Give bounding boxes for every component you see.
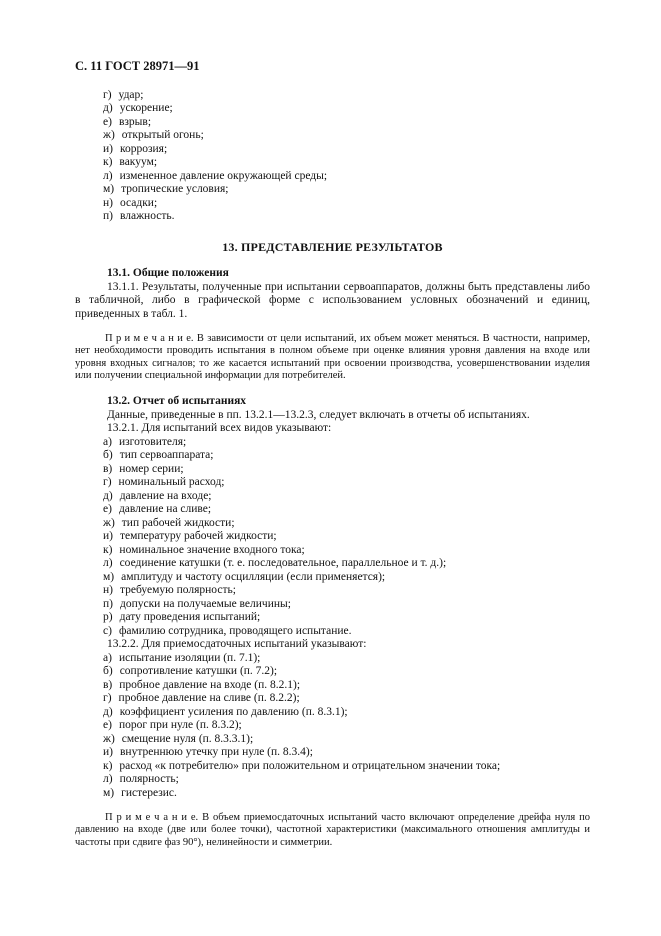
list-item-marker: в)	[103, 678, 113, 691]
list-item	[103, 116, 590, 130]
list-item-text: полярность;	[119, 773, 179, 786]
list-item-text: фамилию сотрудника, проводящего испытание.	[118, 624, 352, 637]
list-item-marker: б)	[103, 665, 113, 678]
list-item-text: допуски на получаемые величины;	[119, 597, 291, 610]
list-item	[103, 625, 590, 639]
list-item-marker: б)	[103, 449, 113, 462]
list-item-text: номер серии;	[119, 462, 184, 475]
list-item	[103, 746, 590, 760]
list-item-text: вакуум;	[119, 156, 158, 168]
list-item	[103, 692, 590, 706]
note-text: В зависимости от цели испытаний, их объем может меняться. В частности, например, нет необходимости проводить испытания в полном объеме при оценке влияния уровня давления на входе или уровня входных сигналов; то же касается испытаний при освоении производства, усовершенствовании изделия или получении специальной информации для потребителей.	[75, 333, 590, 381]
note-13-1	[75, 333, 590, 382]
list-item-marker: к)	[103, 543, 113, 556]
list-item	[103, 760, 590, 774]
list-item-text: соединение катушки (т. е. последовательное, параллельное и т. д.);	[119, 557, 447, 570]
list-item-text: внутреннюю утечку при нуле (п. 8.3.4);	[119, 746, 313, 759]
list-item-text: температуру рабочей жидкости;	[119, 530, 277, 543]
list-item-marker: н)	[103, 584, 113, 597]
list-item-text: испытание изоляции (п. 7.1);	[118, 651, 261, 664]
list-item-text: влажность.	[119, 210, 175, 222]
list-item-text: гистерезис.	[121, 786, 177, 799]
section-13-2-heading: 13.2. Отчет об испытаниях	[107, 395, 247, 408]
list-item-marker: г)	[103, 692, 112, 705]
list-item	[103, 652, 590, 666]
list-item-marker: ж)	[103, 516, 115, 529]
list-item	[103, 544, 590, 558]
list-item	[103, 611, 590, 625]
list-item	[103, 773, 590, 787]
section-13-title: 13. ПРЕДСТАВЛЕНИЕ РЕЗУЛЬТАТОВ	[222, 239, 443, 254]
list-item-marker: к)	[103, 156, 113, 168]
note-text: В объем приемосдаточных испытаний часто включают определение дрейфа нуля по давлению на входе (две или более точки), частотной характеристики (максимального отношения амплитуды и частоты при сдвиге фаз 90°), нелинейности и симметрии.	[75, 812, 590, 848]
list-item-marker: д)	[103, 102, 113, 114]
list-item-text: изготовителя;	[118, 435, 187, 448]
list-item-text: коэффициент усиления по давлению (п. 8.3.1);	[119, 705, 348, 718]
list-item-marker: ж)	[103, 732, 115, 745]
list-item	[103, 183, 590, 197]
list-item	[103, 129, 590, 143]
list-item	[103, 503, 590, 517]
list-item	[103, 490, 590, 504]
list-item-text: расход «к потребителю» при положительном и отрицательном значении тока;	[119, 759, 501, 772]
list-item-marker: к)	[103, 759, 113, 772]
list-item-marker: е)	[103, 503, 112, 516]
list-item-text: сопротивление катушки (п. 7.2);	[119, 665, 278, 678]
note-13-2	[75, 812, 590, 849]
list-item-marker: г)	[103, 88, 112, 101]
list-item-text: порог при нуле (п. 8.3.2);	[118, 719, 242, 732]
list-item-marker: г)	[103, 476, 112, 489]
para-13-1-1: 13.1.1. Результаты, полученные при испытании сервоаппаратов, должны быть представлены либо в табличной, либо в графической форме с использованием условных обозначений и единиц, приведенных в табл. 1.	[75, 280, 590, 320]
list-item	[103, 517, 590, 531]
note-label: П р и м е ч а н и е.	[105, 333, 194, 344]
list-item	[103, 571, 590, 585]
list-item-text: тропические условия;	[121, 183, 229, 195]
list-item-text: смещение нуля (п. 8.3.3.1);	[121, 732, 254, 745]
list-item	[103, 598, 590, 612]
list-item-text: пробное давление на сливе (п. 8.2.2);	[118, 692, 300, 705]
list-item-text: взрыв;	[118, 115, 152, 128]
list-item-marker: е)	[103, 115, 112, 128]
list-item	[103, 463, 590, 477]
list-item-marker: м)	[103, 786, 115, 799]
list-item	[103, 584, 590, 598]
list-item-text: номинальный расход;	[118, 476, 225, 489]
list-item	[103, 665, 590, 679]
list-item	[103, 143, 590, 157]
list-item	[103, 719, 590, 733]
list-item-text: открытый огонь;	[121, 129, 204, 141]
environment-factors-list	[103, 89, 590, 224]
list-item-text: номинальное значение входного тока;	[119, 543, 305, 556]
list-item-marker: е)	[103, 719, 112, 732]
list-item-text: удар;	[118, 88, 144, 101]
note-label: П р и м е ч а н и е.	[105, 812, 199, 824]
list-item-marker: и)	[103, 746, 113, 759]
list-item	[103, 102, 590, 116]
list-item	[103, 530, 590, 544]
list-item-text: осадки;	[119, 196, 158, 209]
list-item	[103, 733, 590, 747]
list-item	[103, 89, 590, 103]
list-item-text: тип сервоаппарата;	[119, 449, 214, 462]
list-item	[103, 197, 590, 211]
list-item-text: давление на сливе;	[118, 503, 212, 516]
list-item-marker: п)	[103, 597, 113, 610]
all-tests-report-list	[103, 436, 590, 639]
list-item-text: измененное давление окружающей среды;	[119, 169, 328, 182]
list-item-text: коррозия;	[119, 142, 168, 155]
list-item-text: дату проведения испытаний;	[119, 611, 261, 624]
list-item-marker: а)	[103, 435, 112, 448]
list-item	[103, 679, 590, 693]
list-item	[103, 706, 590, 720]
list-item	[103, 557, 590, 571]
list-item-marker: м)	[103, 183, 115, 195]
list-item-text: ускорение;	[119, 102, 173, 114]
list-item	[103, 449, 590, 463]
list-item-marker: д)	[103, 489, 113, 502]
list-item-text: амплитуду и частоту осцилляции (если применяется);	[121, 570, 386, 583]
list-item-marker: ж)	[103, 129, 115, 141]
para-13-2-intro: Данные, приведенные в пп. 13.2.1—13.2.3, следует включать в отчеты об испытаниях.	[107, 408, 530, 421]
section-13-1-heading: 13.1. Общие положения	[107, 267, 229, 279]
list-item-marker: с)	[103, 624, 112, 637]
list-item-text: пробное давление на входе (п. 8.2.1);	[119, 678, 301, 691]
list-item-marker: и)	[103, 142, 113, 155]
acceptance-tests-list	[103, 652, 590, 801]
list-item	[103, 156, 590, 170]
list-item	[103, 210, 590, 224]
list-item-marker: п)	[103, 210, 113, 222]
list-item	[103, 436, 590, 450]
list-item-marker: л)	[103, 169, 113, 182]
list-item	[103, 170, 590, 184]
list-item-marker: л)	[103, 773, 113, 786]
list-item-marker: и)	[103, 530, 113, 543]
list-item-marker: м)	[103, 570, 115, 583]
list-item-marker: л)	[103, 557, 113, 570]
list-item-marker: д)	[103, 705, 113, 718]
list-item-text: тип рабочей жидкости;	[121, 516, 235, 529]
para-13-2-2-heading: 13.2.2. Для приемосдаточных испытаний указывают:	[107, 638, 367, 651]
para-13-2-1-heading: 13.2.1. Для испытаний всех видов указывают:	[107, 422, 332, 435]
list-item	[103, 787, 590, 801]
list-item	[103, 476, 590, 490]
list-item-marker: а)	[103, 651, 112, 664]
list-item-marker: н)	[103, 196, 113, 209]
list-item-marker: в)	[103, 462, 113, 475]
list-item-text: требуемую полярность;	[119, 584, 236, 597]
list-item-marker: р)	[103, 611, 113, 624]
list-item-text: давление на входе;	[119, 489, 212, 502]
page-header: С. 11 ГОСТ 28971—91	[75, 59, 200, 73]
